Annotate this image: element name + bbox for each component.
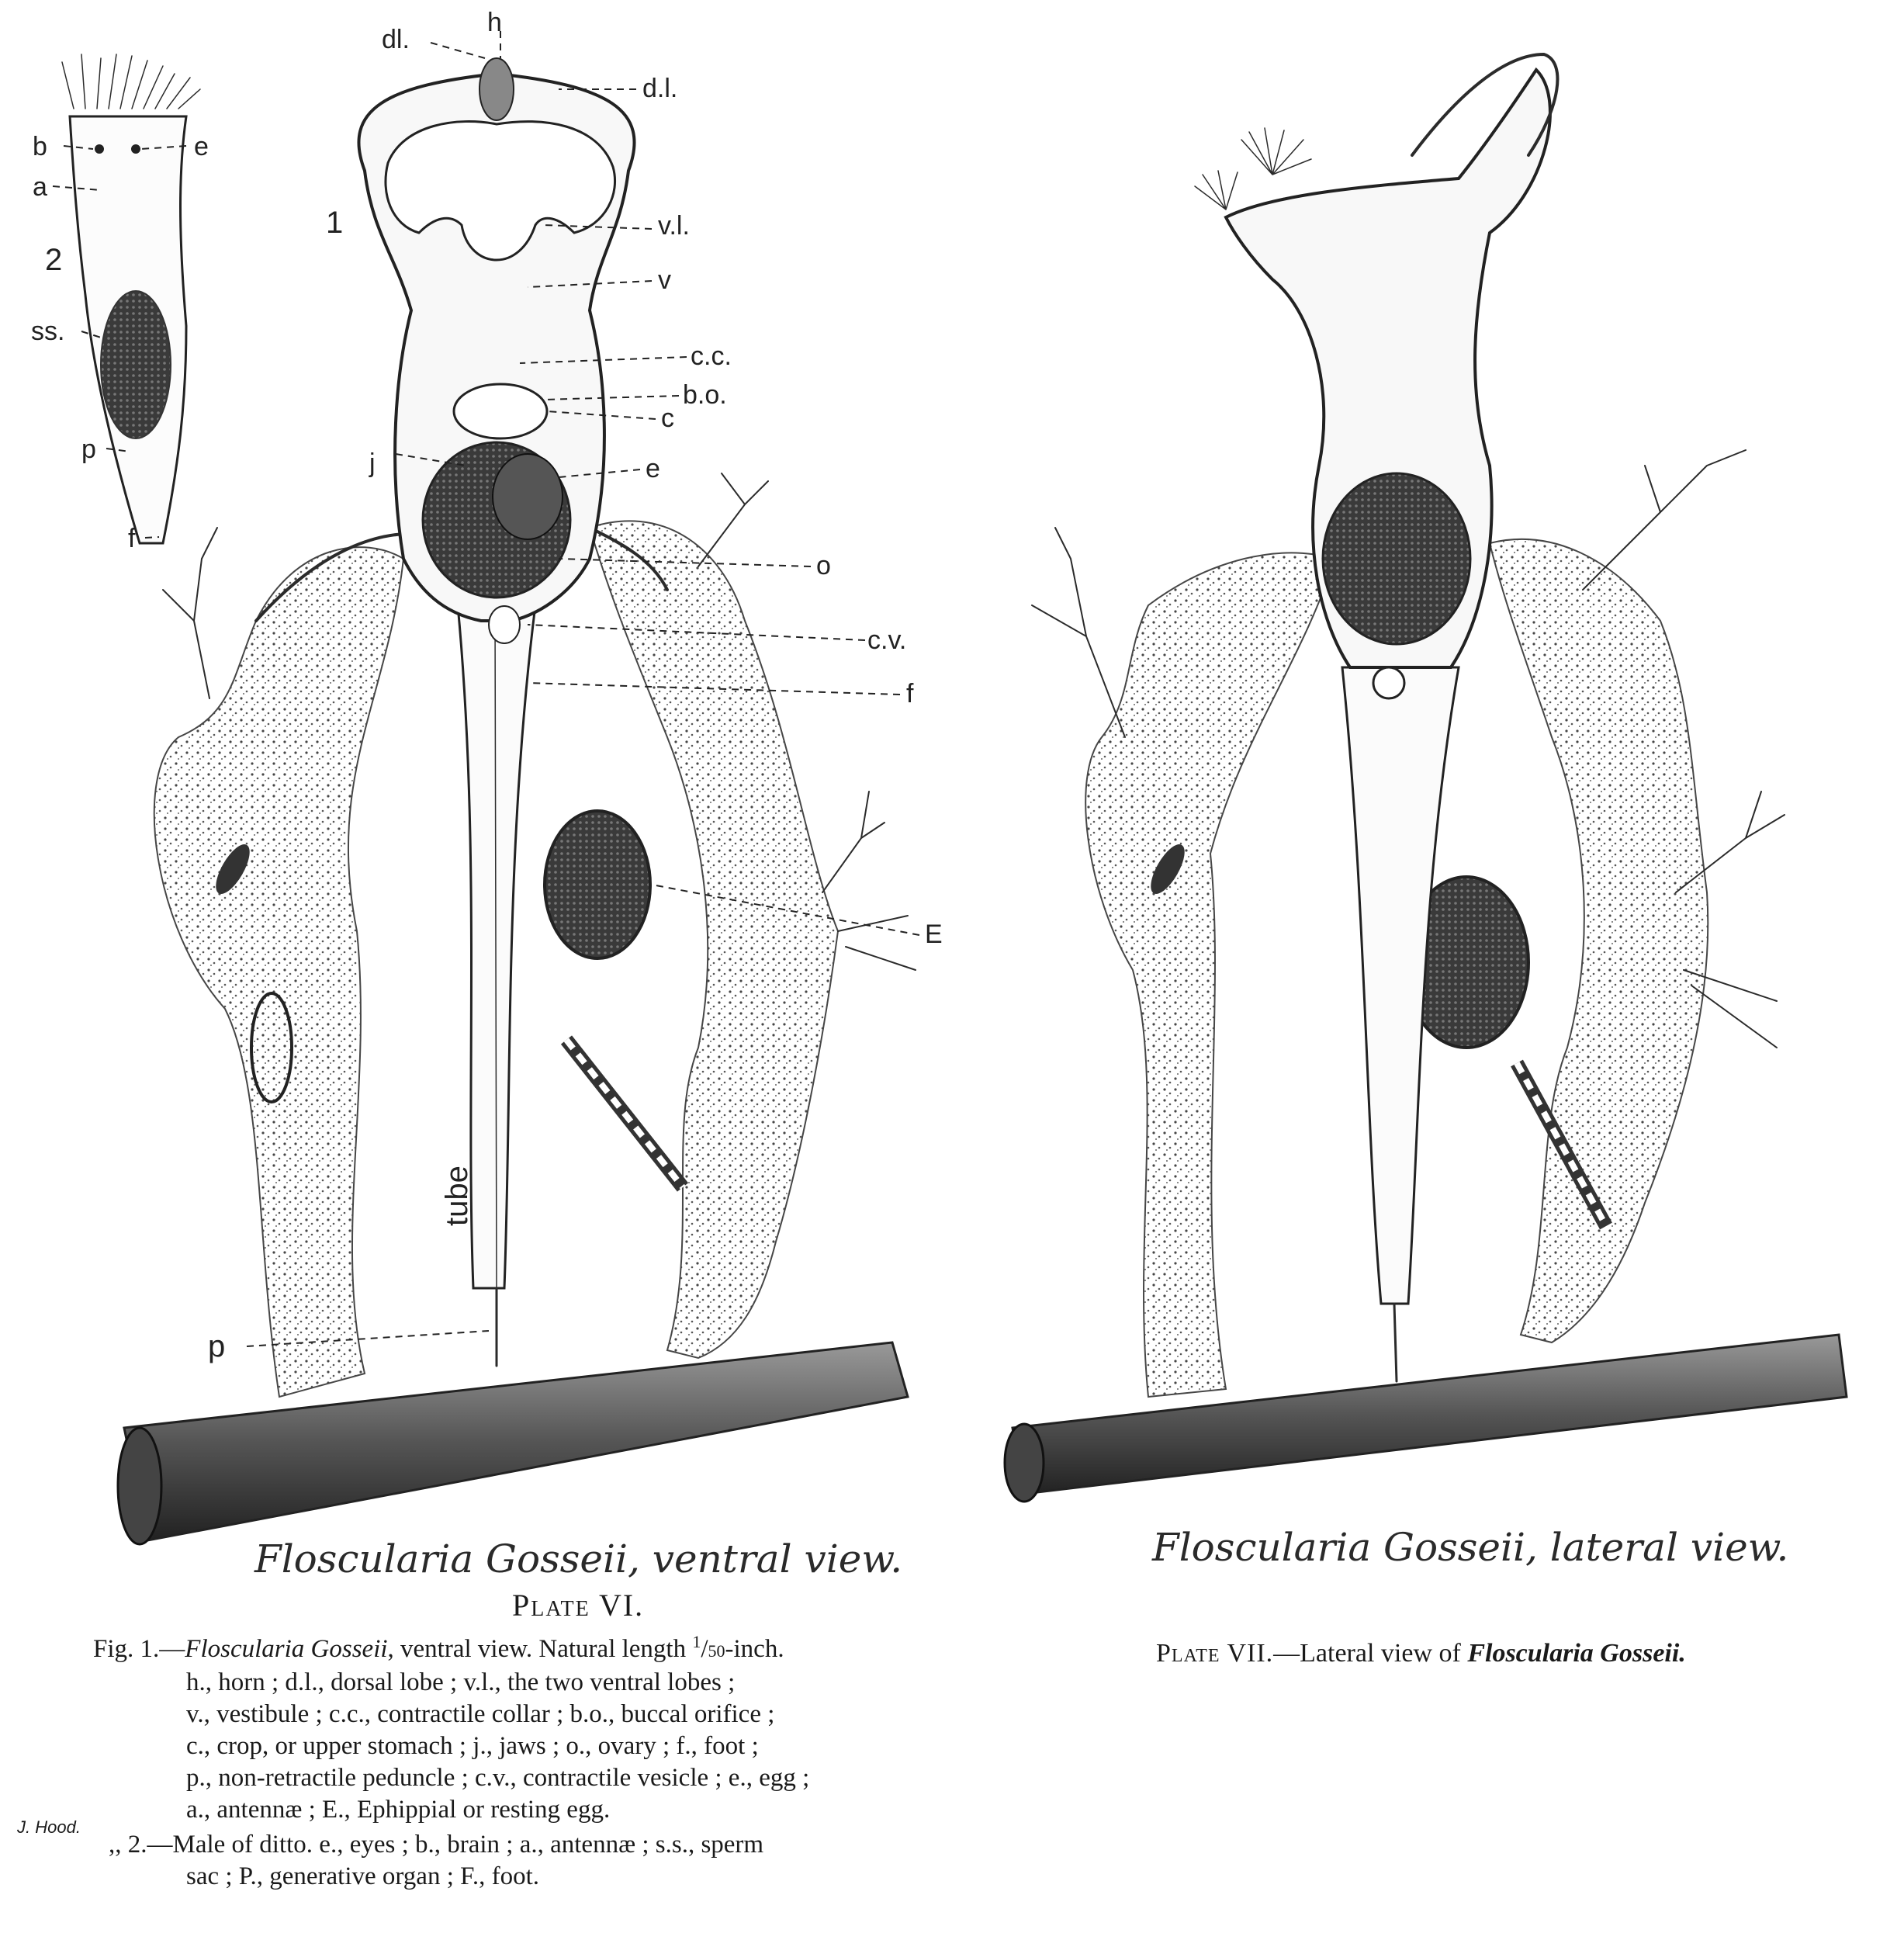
label-male-ss: ss. <box>31 317 65 346</box>
label-male-b: b <box>33 132 47 161</box>
label-male-a: a <box>33 172 47 202</box>
fig2-caption: ,, 2.—Male of ditto. e., eyes ; b., brain ; a., antennæ ; s.s., sperm <box>109 1831 764 1859</box>
plate-vii-drawing <box>1005 54 1847 1502</box>
label-c: c <box>661 404 674 433</box>
illustrator-credit: J. Hood. <box>17 1817 81 1837</box>
label-male-f: f <box>128 524 136 553</box>
label-cv: c.v. <box>867 625 907 655</box>
contractile-vesicle-lateral <box>1373 667 1404 698</box>
ovary-lateral <box>1323 473 1470 644</box>
debris-right-left-column <box>1085 553 1335 1398</box>
label-h: h <box>487 8 502 37</box>
twig-left <box>124 1342 908 1540</box>
label-bo: b.o. <box>683 380 727 410</box>
label-tube: tube <box>440 1166 474 1226</box>
plate-vii-caption: Plate VII.—Lateral view of Floscularia Gosseii. <box>1156 1639 1686 1668</box>
fig1-caption: Fig. 1.—Floscularia Gosseii, ventral view. Natural length $^1$/50-inch. <box>93 1632 784 1663</box>
twig-right <box>1013 1335 1847 1494</box>
plate-vi-script-title: Floscularia Gosseii, ventral view. <box>254 1536 903 1581</box>
label-e: e <box>646 454 660 483</box>
label-dl-left: dl. <box>382 25 410 54</box>
label-j: j <box>369 449 376 478</box>
label-cc: c.c. <box>691 341 732 371</box>
plate-vi-drawing <box>31 8 943 1544</box>
label-p: p <box>208 1329 226 1363</box>
label-male-p: p <box>81 435 96 464</box>
label-E: E <box>925 920 943 949</box>
label-o: o <box>816 551 831 580</box>
twig-left-end <box>118 1428 161 1544</box>
label-v: v <box>658 265 671 295</box>
crop <box>454 384 547 438</box>
plate-vi-caption: Fig. 1.—Floscularia Gosseii, ventral view. Natural length $^1$/50-inch. h., horn ; d.l., dorsal lobe ; v.l., the two ventral lobes ; v., vestibule ; c.c., contractile collar ; b.o., buccal orifice ; c., crop, or upper stomach ; j., jaws ; o., ovary ; f., foot ; p., non-retractile peduncle ; c.v., contractile vesicle ; e., egg ; a., antennæ ; E., Ephippial or resting egg. ,, 2.—Male of ditto. e., eyes ; b., brain ; a., antennæ ; s.s., sperm sac ; P., generative organ ; F., foot. <box>93 1626 962 1893</box>
label-male-e: e <box>194 132 209 161</box>
horn <box>479 58 514 120</box>
label-dl-right: d.l. <box>642 74 678 103</box>
label-fig2: 2 <box>45 243 63 277</box>
plate-vii-script-title: Floscularia Gosseii, lateral view. <box>1152 1525 1789 1570</box>
debris-left-column <box>154 547 403 1397</box>
label-vl: v.l. <box>658 211 690 241</box>
contractile-vesicle <box>489 606 520 643</box>
label-f: f <box>906 679 914 708</box>
plate-vi-title: Plate VI. <box>512 1588 645 1623</box>
resting-egg <box>545 811 650 958</box>
label-fig1: 1 <box>326 206 344 240</box>
twig-right-end <box>1005 1424 1044 1502</box>
